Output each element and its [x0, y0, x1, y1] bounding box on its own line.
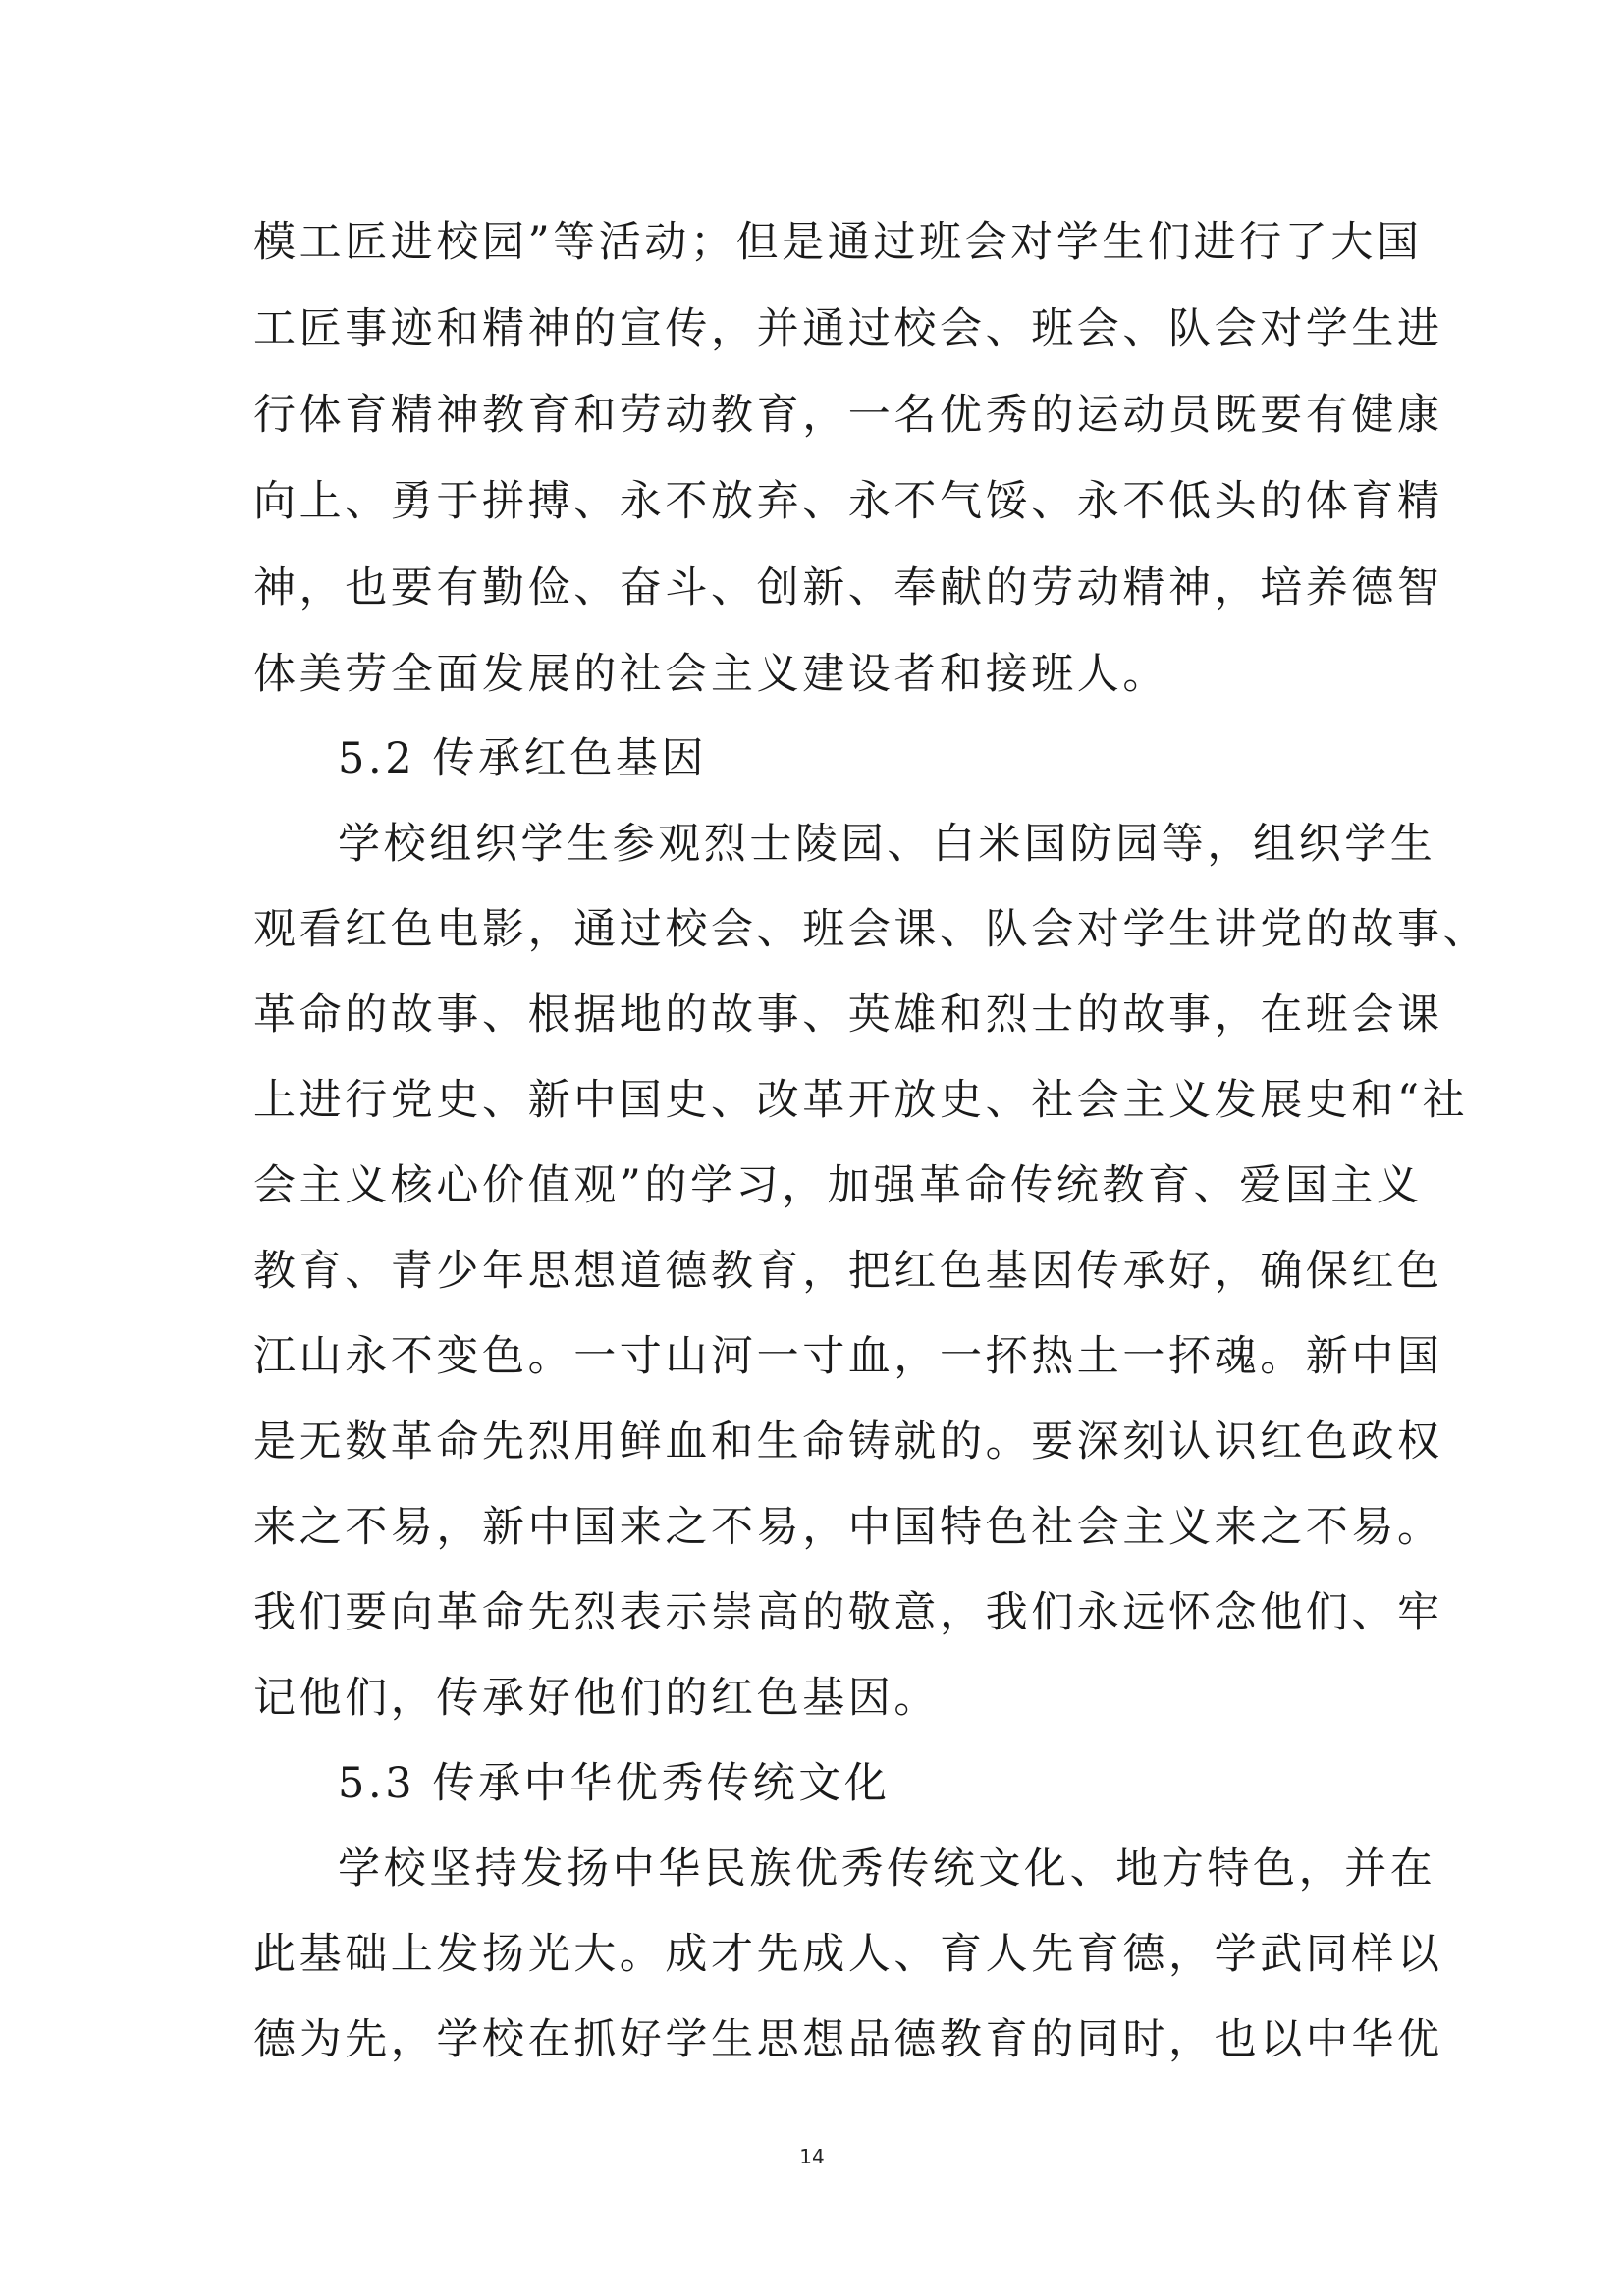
body-text-line: 学校坚持发扬中华民族优秀传统文化、地方特色，并在 — [338, 1844, 1436, 1894]
body-text-line: 是无数革命先烈用鲜血和生命铸就的。要深刻认识红色政权 — [253, 1417, 1443, 1467]
body-text-line: 行体育精神教育和劳动教育，一名优秀的运动员既要有健康 — [253, 391, 1443, 440]
section-heading-5-2: 5.2 传承红色基因 — [338, 734, 708, 783]
body-text-line: 教育、青少年思想道德教育，把红色基因传承好，确保红色 — [253, 1247, 1443, 1296]
body-text-line: 江山永不变色。一寸山河一寸血，一抔热土一抔魂。新中国 — [253, 1332, 1443, 1381]
body-text-line: 模工匠进校园”等活动；但是通过班会对学生们进行了大国 — [253, 218, 1423, 267]
body-text-line: 体美劳全面发展的社会主义建设者和接班人。 — [253, 650, 1168, 699]
body-text-line: 此基础上发扬光大。成才先成人、育人先育德，学武同样以 — [253, 1930, 1443, 1979]
body-text-line: 来之不易，新中国来之不易，中国特色社会主义来之不易。 — [253, 1503, 1443, 1552]
body-text-line: 学校组织学生参观烈士陵园、白米国防园等，组织学生 — [338, 820, 1436, 869]
body-text-line: 神，也要有勤俭、奋斗、创新、奉献的劳动精神，培养德智 — [253, 563, 1443, 613]
body-text-line: 工匠事迹和精神的宣传，并通过校会、班会、队会对学生进 — [253, 304, 1443, 353]
body-text-line: 德为先，学校在抓好学生思想品德教育的同时，也以中华优 — [253, 2015, 1443, 2064]
body-text-line: 革命的故事、根据地的故事、英雄和烈士的故事，在班会课 — [253, 990, 1443, 1040]
page-number: 14 — [799, 2145, 825, 2168]
body-text-line: 观看红色电影，通过校会、班会课、队会对学生讲党的故事、 — [253, 905, 1489, 954]
body-text-line: 我们要向革命先烈表示崇高的敬意，我们永远怀念他们、牢 — [253, 1588, 1443, 1637]
body-text-line: 上进行党史、新中国史、改革开放史、社会主义发展史和“社 — [253, 1076, 1469, 1125]
section-heading-5-3: 5.3 传承中华优秀传统文化 — [338, 1759, 891, 1808]
body-text-line: 会主义核心价值观”的学习，加强革命传统教育、爱国主义 — [253, 1161, 1423, 1210]
body-text-line: 向上、勇于拼搏、永不放弃、永不气馁、永不低头的体育精 — [253, 477, 1443, 526]
body-text-line: 记他们，传承好他们的红色基因。 — [253, 1674, 940, 1723]
